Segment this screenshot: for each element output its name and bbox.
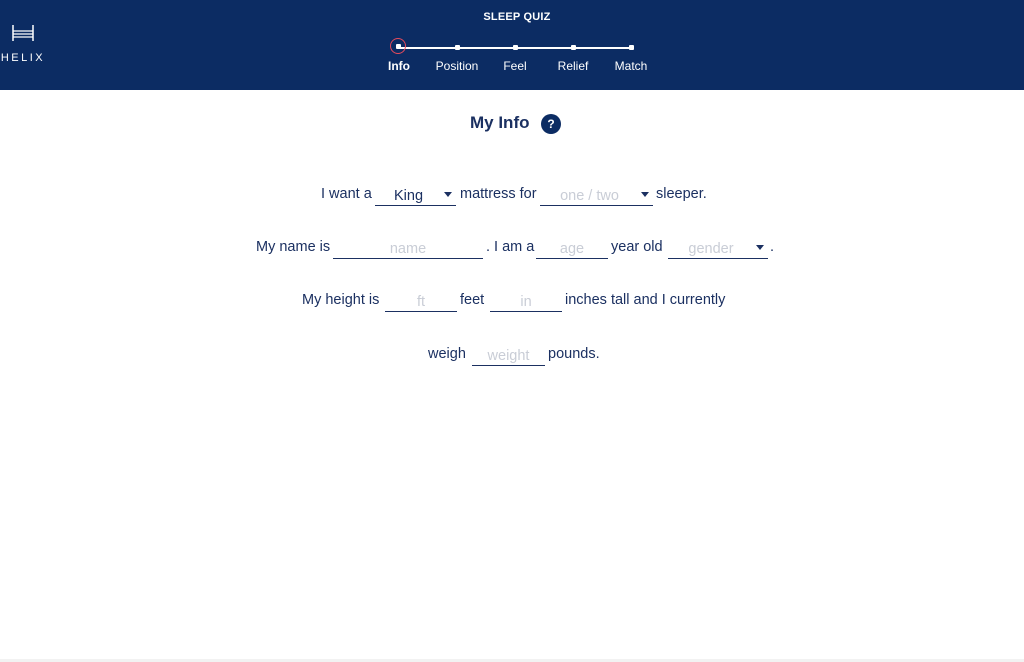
inches-placeholder: in — [520, 294, 532, 310]
form-line-weight — [0, 344, 1024, 368]
line-text: My height is — [302, 292, 380, 308]
line-text: weigh — [428, 346, 466, 362]
age-placeholder: age — [559, 241, 585, 257]
age-input[interactable] — [536, 237, 608, 259]
line-text: inches tall and I currently — [565, 292, 726, 308]
sleepers-placeholder: one / two — [560, 188, 619, 204]
feet-placeholder: ft — [416, 294, 426, 310]
height-feet-input[interactable] — [385, 290, 457, 312]
helix-logo[interactable] — [0, 22, 46, 66]
step-label: Relief — [557, 59, 589, 73]
name-placeholder: name — [389, 241, 427, 257]
page-title: My Info — [470, 113, 530, 132]
height-inches-input[interactable] — [490, 290, 562, 312]
step-dot — [513, 45, 518, 50]
gender-select[interactable] — [668, 237, 768, 259]
step-label: Match — [614, 59, 648, 73]
form-line-height — [0, 290, 1024, 314]
step-label: Feel — [503, 59, 527, 73]
line-text: . — [770, 239, 775, 255]
help-icon[interactable]: ? — [541, 114, 561, 134]
line-text: I want a — [321, 186, 372, 202]
line-text: year old — [611, 239, 663, 255]
line-text: . I am a — [486, 239, 535, 255]
weight-placeholder: weight — [487, 348, 530, 364]
step-dot — [455, 45, 460, 50]
line-text: pounds. — [548, 346, 600, 362]
chevron-down-icon — [756, 245, 764, 250]
bed-icon — [12, 24, 34, 42]
line-text: My name is — [256, 239, 331, 255]
step-label: Info — [388, 59, 410, 73]
mattress-size-select[interactable] — [375, 184, 456, 206]
chevron-down-icon — [444, 192, 452, 197]
mattress-size-value: King — [393, 188, 424, 204]
weight-input[interactable] — [472, 344, 545, 366]
sleepers-select[interactable] — [540, 184, 653, 206]
name-input[interactable] — [333, 237, 483, 259]
quiz-title: SLEEP QUIZ — [483, 11, 551, 23]
logo-text: HELIX — [0, 52, 46, 64]
step-label: Position — [435, 59, 479, 73]
header — [0, 0, 1024, 90]
form-line-mattress — [0, 184, 1024, 208]
gender-placeholder: gender — [688, 241, 734, 257]
line-text: feet — [460, 292, 485, 308]
form-line-name — [0, 237, 1024, 261]
chevron-down-icon — [641, 192, 649, 197]
line-text: mattress for — [460, 186, 537, 202]
step-dot — [396, 44, 401, 49]
step-dot — [571, 45, 576, 50]
step-dot — [629, 45, 634, 50]
line-text: sleeper. — [656, 186, 707, 202]
